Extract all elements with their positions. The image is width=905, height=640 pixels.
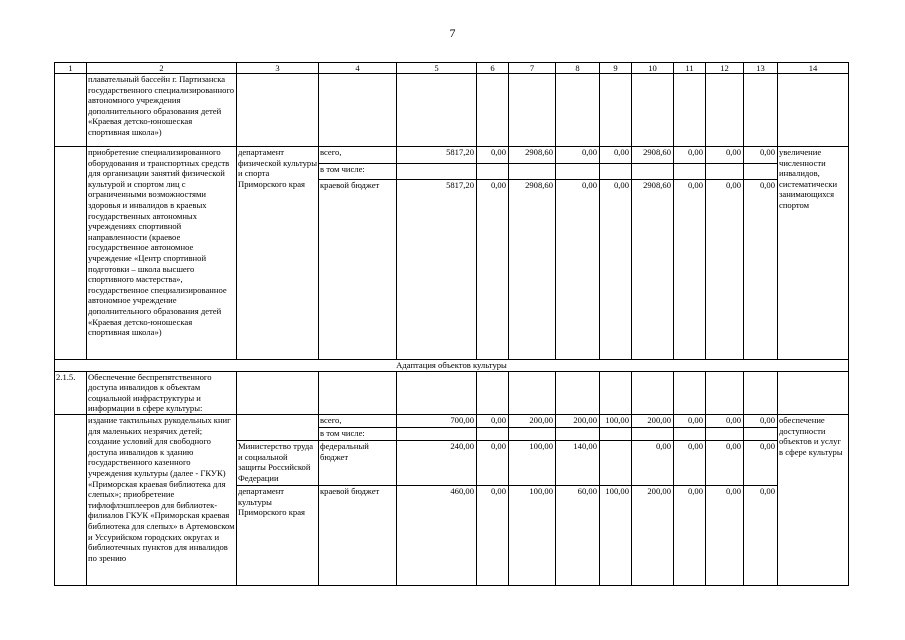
executor: департамент физической культуры и спорта Приморского края [237,147,319,360]
funding-source: всего, [319,147,397,164]
header-cell-14: 14 [778,63,849,74]
measure-description: приобретение специализированного оборудования и транспортных средств для организации занятий физической культурой и спортом лиц с ограниченными возможностями здоровья и инвалидов в краевых государственных автономных учреждениях спортивной направленности (краевое государственное автономное учреждение «Центр спортивной подготовки – школа высшего спортивного мастерства», государственное специализированное автономное учреждение дополнительного образования детей «Краевая детско-юношеская спортивная школа») [87,147,237,360]
measure-description: издание тактильных рукодельных книг для маленьких незрячих детей; создание условий для свободного доступа инвалидов к зданию государственного казенного учреждения культуры (далее - ГКУК) «Приморская краевая библиотека для слепых»; приобретение тифлофлэшплееров для библиотек-филиалов ГКУК «Приморская краевая библиотека для слепых» в Артемовском и Уссурийском городских округах и библиотечных пунктов для инвалидов по зрению [87,414,237,585]
value-cell: 460,00 [397,485,477,585]
value-cell: 0,00 [706,180,744,360]
measure-description: плавательный бассейн г. Партизанска государственного специализированного автономного учреждения дополнительного образования детей «Краевая детско-юношеская спортивная школа») [87,74,237,147]
funding-source: всего, [319,414,397,427]
section-title: Адаптация объектов культуры [55,360,849,372]
value-cell: 100,00 [509,485,556,585]
value-cell: 0,00 [477,147,509,164]
value-cell: 0,00 [744,147,778,164]
header-cell-1: 1 [55,63,87,74]
value-cell: 60,00 [556,485,600,585]
value-cell: 0,00 [477,440,509,485]
value-cell: 0,00 [744,414,778,427]
value-cell: 100,00 [509,440,556,485]
item-number: 2.1.5. [55,371,87,414]
header-row [55,63,849,74]
header-cell-9: 9 [600,63,632,74]
section-row [55,360,849,372]
value-cell: 0,00 [556,180,600,360]
value-cell: 0,00 [600,147,632,164]
header-cell-11: 11 [674,63,706,74]
header-cell-3: 3 [237,63,319,74]
value-cell: 0,00 [744,485,778,585]
value-cell: 2908,60 [509,147,556,164]
measure-description: Обеспечение беспрепятственного доступа инвалидов к объектам социальной инфраструктуры и информации в сфере культуры: [87,371,237,414]
header-cell-10: 10 [632,63,674,74]
expected-result: увеличение численности инвалидов, систематически занимающихся спортом [778,147,849,360]
value-cell: 100,00 [600,414,632,427]
header-cell-7: 7 [509,63,556,74]
value-cell: 200,00 [556,414,600,427]
value-cell: 0,00 [674,414,706,427]
header-cell-13: 13 [744,63,778,74]
value-cell: 0,00 [706,440,744,485]
value-cell: 0,00 [477,180,509,360]
value-cell: 0,00 [674,147,706,164]
value-cell: 140,00 [556,440,600,485]
header-cell-5: 5 [397,63,477,74]
page-number: 7 [449,26,456,40]
value-cell: 0,00 [706,485,744,585]
table-row [55,147,849,164]
value-cell: 0,00 [706,414,744,427]
value-cell: 0,00 [477,414,509,427]
value-cell: 2908,60 [632,147,674,164]
table-row [55,414,849,427]
value-cell: 200,00 [632,485,674,585]
funding-source: краевой бюджет [319,180,397,360]
executor: департамент культуры Приморского края [237,485,319,585]
value-cell: 0,00 [477,485,509,585]
value-cell: 0,00 [556,147,600,164]
value-cell: 0,00 [632,440,674,485]
value-cell: 0,00 [674,485,706,585]
funding-source: федеральный бюджет [319,440,397,485]
value-cell: 200,00 [509,414,556,427]
value-cell: 0,00 [744,180,778,360]
value-cell: 0,00 [674,180,706,360]
table-row [55,371,849,414]
value-cell: 700,00 [397,414,477,427]
table-row [55,74,849,147]
value-cell: 2908,60 [509,180,556,360]
funding-source: в том числе: [319,427,397,440]
funding-source: краевой бюджет [319,485,397,585]
value-cell: 0,00 [600,180,632,360]
header-cell-8: 8 [556,63,600,74]
program-table [54,62,849,586]
executor: Министерство труда и социальной защиты Российской Федерации [237,440,319,485]
value-cell: 5817,20 [397,147,477,164]
header-cell-6: 6 [477,63,509,74]
value-cell: 0,00 [674,440,706,485]
value-cell: 5817,20 [397,180,477,360]
value-cell: 200,00 [632,414,674,427]
funding-source: в том числе: [319,163,397,180]
value-cell: 240,00 [397,440,477,485]
value-cell: 0,00 [744,440,778,485]
value-cell: 0,00 [706,147,744,164]
header-cell-12: 12 [706,63,744,74]
value-cell: 2908,60 [632,180,674,360]
header-cell-4: 4 [319,63,397,74]
expected-result: обеспечение доступности объектов и услуг в сфере культуры [778,414,849,585]
header-cell-2: 2 [87,63,237,74]
value-cell: 100,00 [600,485,632,585]
value-cell [600,440,632,485]
